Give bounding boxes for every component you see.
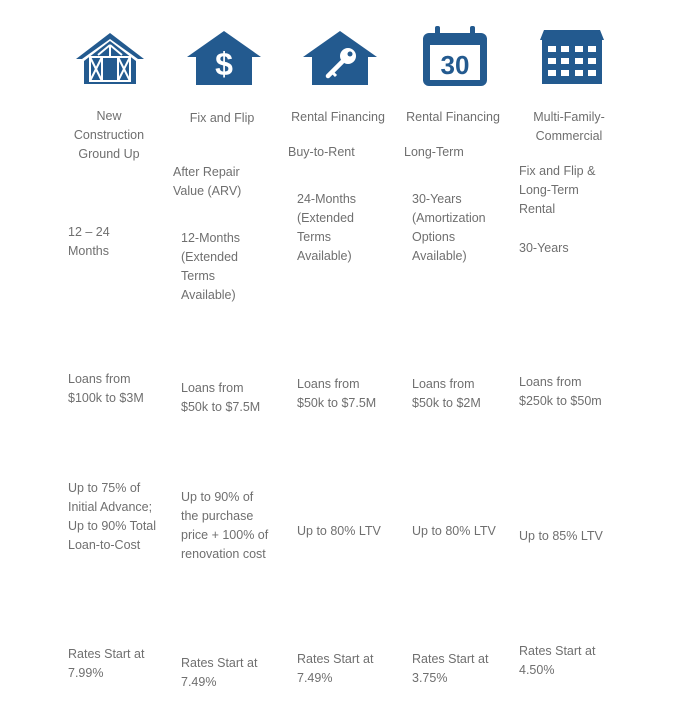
column-5-ltv: Up to 85% LTV <box>519 529 603 543</box>
column-1-title: New Construction Ground Up <box>73 109 145 161</box>
apartment-building-icon <box>540 29 604 85</box>
column-3-title: Rental Financing <box>291 110 385 124</box>
column-5-loans: Loans from $250k to $50m <box>519 375 602 408</box>
column-3-subtitle: Buy-to-Rent <box>288 145 355 159</box>
column-3-ltv: Up to 80% LTV <box>297 524 381 538</box>
column-2-ltv: Up to 90% of the purchase price + 100% of renovation cost <box>181 490 269 561</box>
column-2-subtitle: After Repair Value (ARV) <box>173 165 242 198</box>
column-2-rates: Rates Start at 7.49% <box>181 656 258 689</box>
column-4-ltv: Up to 80% LTV <box>412 524 496 538</box>
column-2-title: Fix and Flip <box>189 111 255 125</box>
column-4-title: Rental Financing <box>406 110 500 124</box>
column-3-term: 24-Months (Extended Terms Available) <box>297 192 357 263</box>
house-key-icon <box>302 30 378 86</box>
column-1-ltv: Up to 75% of Initial Advance; Up to 90% Total Loan-to-Cost <box>68 481 157 552</box>
column-5-term: 30-Years <box>519 241 569 255</box>
calendar-icon <box>422 25 488 87</box>
column-1-term: 12 – 24 Months <box>68 225 110 258</box>
column-4-subtitle: Long-Term <box>404 145 464 159</box>
column-5-subtitle: Fix and Flip & Long-Term Rental <box>519 164 596 216</box>
column-2-term: 12-Months (Extended Terms Available) <box>181 231 241 302</box>
house-dollar-icon <box>186 30 262 86</box>
house-frame-icon <box>74 31 146 85</box>
column-5-rates: Rates Start at 4.50% <box>519 644 596 677</box>
column-3-loans: Loans from $50k to $7.5M <box>297 377 377 410</box>
column-4-rates: Rates Start at 3.75% <box>412 652 489 685</box>
svg-text:$: $ <box>215 46 233 82</box>
column-1-rates: Rates Start at 7.99% <box>68 647 145 680</box>
column-4-term: 30-Years (Amortization Options Available) <box>412 192 486 263</box>
column-1-loans: Loans from $100k to $3M <box>68 372 144 405</box>
column-3-rates: Rates Start at 7.49% <box>297 652 374 685</box>
column-5-title: Multi-Family-Commercial <box>533 110 605 143</box>
column-4-loans: Loans from $50k to $2M <box>412 377 481 410</box>
calendar-number: 30 <box>440 50 470 80</box>
column-2-loans: Loans from $50k to $7.5M <box>181 381 261 414</box>
